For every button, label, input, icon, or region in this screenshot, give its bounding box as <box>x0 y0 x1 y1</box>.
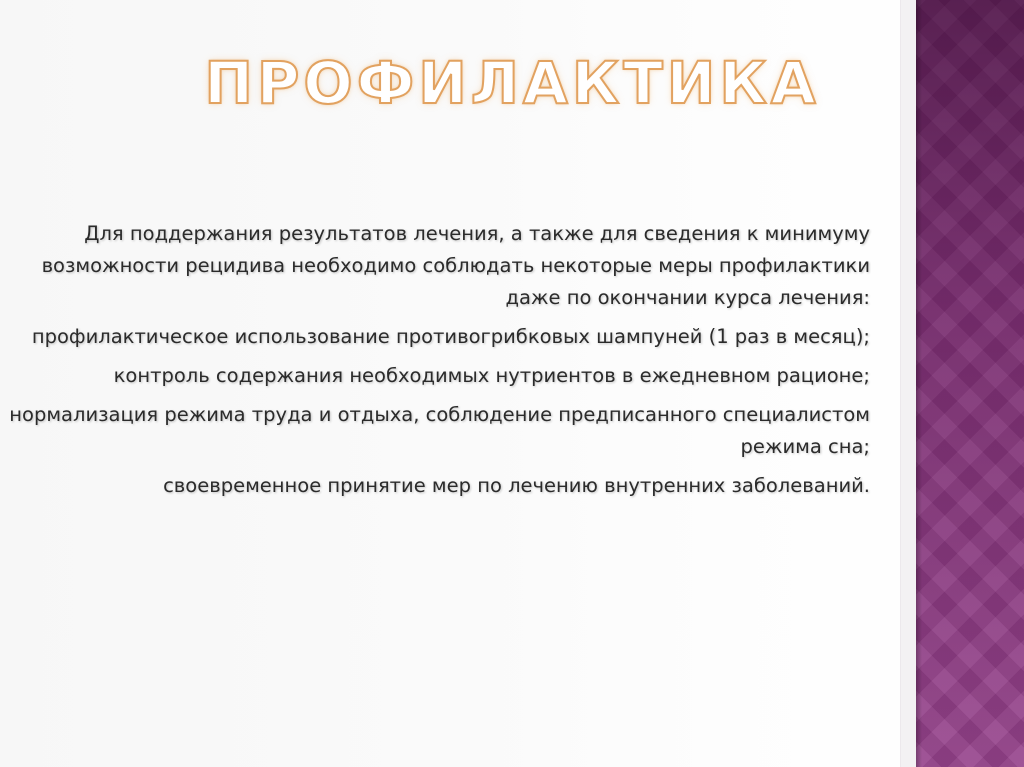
list-item-shampoo: профилактическое использование противогрибковых шампуней (1 раз в месяц); <box>31 325 870 348</box>
list-item-sleep-regime: нормализация режима труда и отдыха, соблюдение предписанного специалистом режима сна; <box>9 403 870 458</box>
list-item-internal-diseases: своевременное принятие мер по лечению внутренних заболеваний. <box>163 474 870 497</box>
list-item-nutrients: контроль содержания необходимых нутриентов в ежедневном рационе; <box>113 364 870 387</box>
intro-paragraph: Для поддержания результатов лечения, а также для сведения к минимуму возможности рецидива необходимо соблюдать некоторые меры профилактики даже по окончании курса лечения: <box>41 222 870 309</box>
slide-body <box>0 218 870 509</box>
slide-title: ПРОФИЛАКТИКА <box>204 49 820 117</box>
